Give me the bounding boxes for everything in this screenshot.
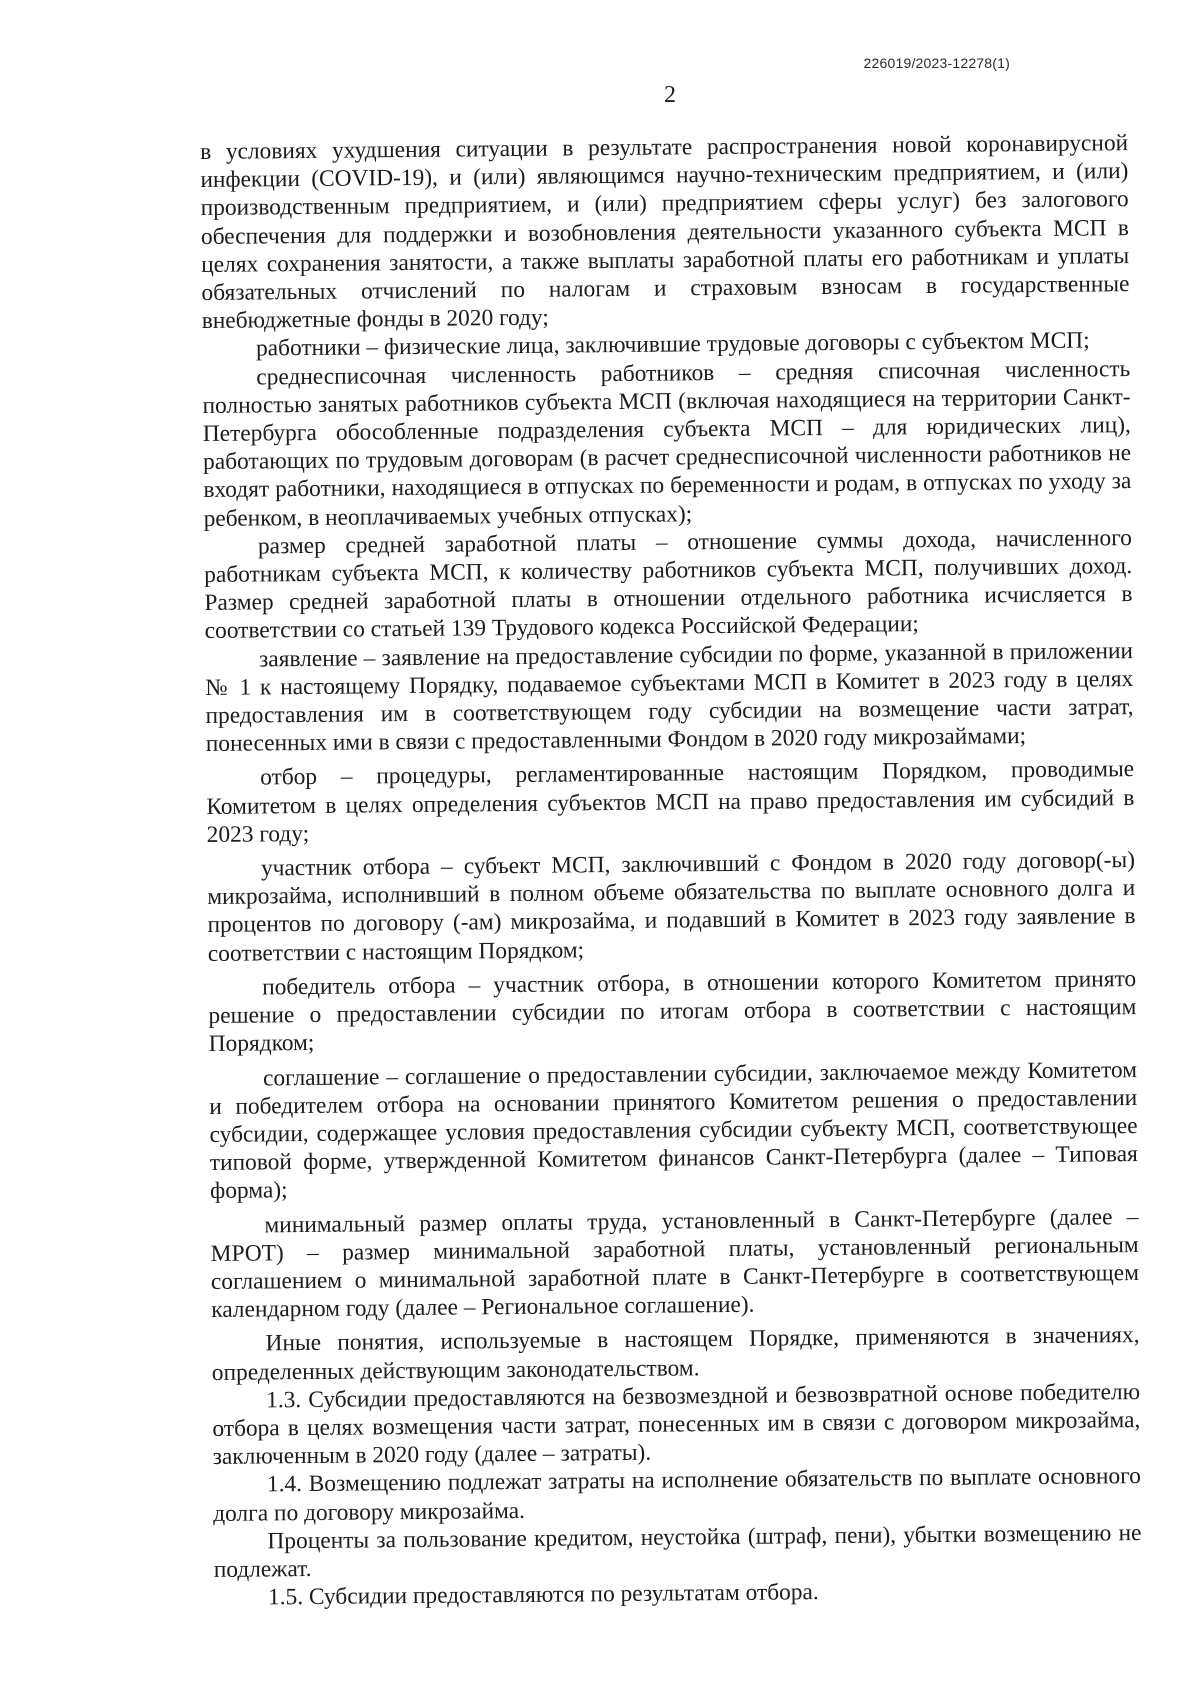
- paragraph-definition-average-salary: размер средней заработной платы – отношение суммы дохода, начисленного работникам субъекта МСП, к количеству работников субъекта МСП, получивших доход. Размер средней заработной платы в отношении отдельного работника исчисляется в соответствии со статьей 139 Трудового кодекса Российской Федерации;: [204, 524, 1133, 645]
- paragraph-definition-workers: работники – физические лица, заключившие трудовые договоры с субъектом МСП;: [255, 327, 1090, 362]
- paragraph-clause-1-4: 1.4. Возмещению подлежат затраты на исполнение обязательств по выплате основного долга по договору микрозайма.: [213, 1463, 1142, 1527]
- paragraph-clause-1-3: 1.3. Субсидии предоставляются на безвозмездной и безвозвратной основе победителю отбора в целях возмещения части затрат, понесенных им в связи с договором микрозайма, заключенным в 2020 году (далее – затраты).: [212, 1378, 1141, 1471]
- paragraph-definition-agreement: соглашение – соглашение о предоставлении субсидии, заключаемое между Комитетом и победителем отбора на основании принятого Комитетом решения о предоставлении субсидии, содержащее условия предоставления субсидии субъекту МСП, соответствующее типовой форме, утвержденной Комитетом финансов Санкт-Петербурга (далее – Типовая форма);: [209, 1056, 1138, 1205]
- page-number: 2: [664, 82, 676, 108]
- document-id: 226019/2023-12278(1): [863, 55, 1010, 71]
- paragraph-definition-selection: отбор – процедуры, регламентированные настоящим Порядком, проводимые Комитетом в целях определения субъектов МСП на право предоставления им субсидий в 2023 году;: [206, 756, 1135, 848]
- paragraph-definition-headcount: среднесписочная численность работников – средняя списочная численность полностью занятых работников субъекта МСП (включая находящиеся на территории Санкт-Петербурга обособленные подразделения субъекта МСП – для юридических лиц), работающих по трудовым договорам (в расчет среднесписочной численности работников не входят работники, находящиеся в отпусках по беременности и родам, в отпусках по уходу за ребенком, в неоплачиваемых учебных отпусках);: [202, 355, 1132, 532]
- paragraph-definition-application: заявление – заявление на предоставление субсидии по форме, указанной в приложении № 1 к настоящему Порядку, подаваемое субъектами МСП в Комитет в 2023 году в целях предоставления им в соответствующем году субсидии на возмещение части затрат, понесенных ими в связи с предоставленными Фондом в 2020 году микрозаймами;: [205, 637, 1134, 758]
- paragraph-other-terms: Иные понятия, используемые в настоящем Порядке, применяются в значениях, определенных действующим законодательством.: [211, 1322, 1140, 1386]
- paragraph-definition-mrot: минимальный размер оплаты труда, установленный в Санкт-Петербурге (далее – МРОТ) – размер минимальной заработной платы, установленный региональным соглашением о минимальной заработной плате в Санкт-Петербурге в соответствующем календарном году (далее – Региональное соглашение).: [210, 1203, 1140, 1324]
- paragraph-definition-participant: участник отбора – субъект МСП, заключивший с Фондом в 2020 году договор(-ы) микрозайма, исполнивший в полном объеме обязательства по выплате основного долга и процентов по договору (-ам) микрозайма, и подавший в Комитет в 2023 году заявление в соответствии с настоящим Порядком;: [207, 847, 1136, 967]
- paragraph-interest-not-reimbursed: Проценты за пользование кредитом, неустойка (штраф, пени), убытки возмещению не подлежат.: [213, 1519, 1142, 1583]
- paragraph-continuation: в условиях ухудшения ситуации в результате распространения новой коронавирусной инфекции (COVID-19), и (или) являющимся научно-техническим предприятием, и (или) производственным предприятием, и (или) предприятием сферы услуг) без залогового обеспечения для поддержки и возобновления деятельности указанного субъекта МСП в целях сохранения занятости, а также выплаты заработной платы его работникам и уплаты обязательных отчислений по налогам и страховым взносам в государственные внебюджетные фонды в 2020 году;: [200, 130, 1130, 335]
- document-body: [200, 129, 1142, 1612]
- paragraph-definition-winner: победитель отбора – участник отбора, в отношении которого Комитетом принято решение о предоставлении субсидии по итогам отбора в соответствии с настоящим Порядком;: [208, 965, 1137, 1058]
- paragraph-clause-1-5: 1.5. Субсидии предоставляются по результатам отбора.: [267, 1579, 819, 1611]
